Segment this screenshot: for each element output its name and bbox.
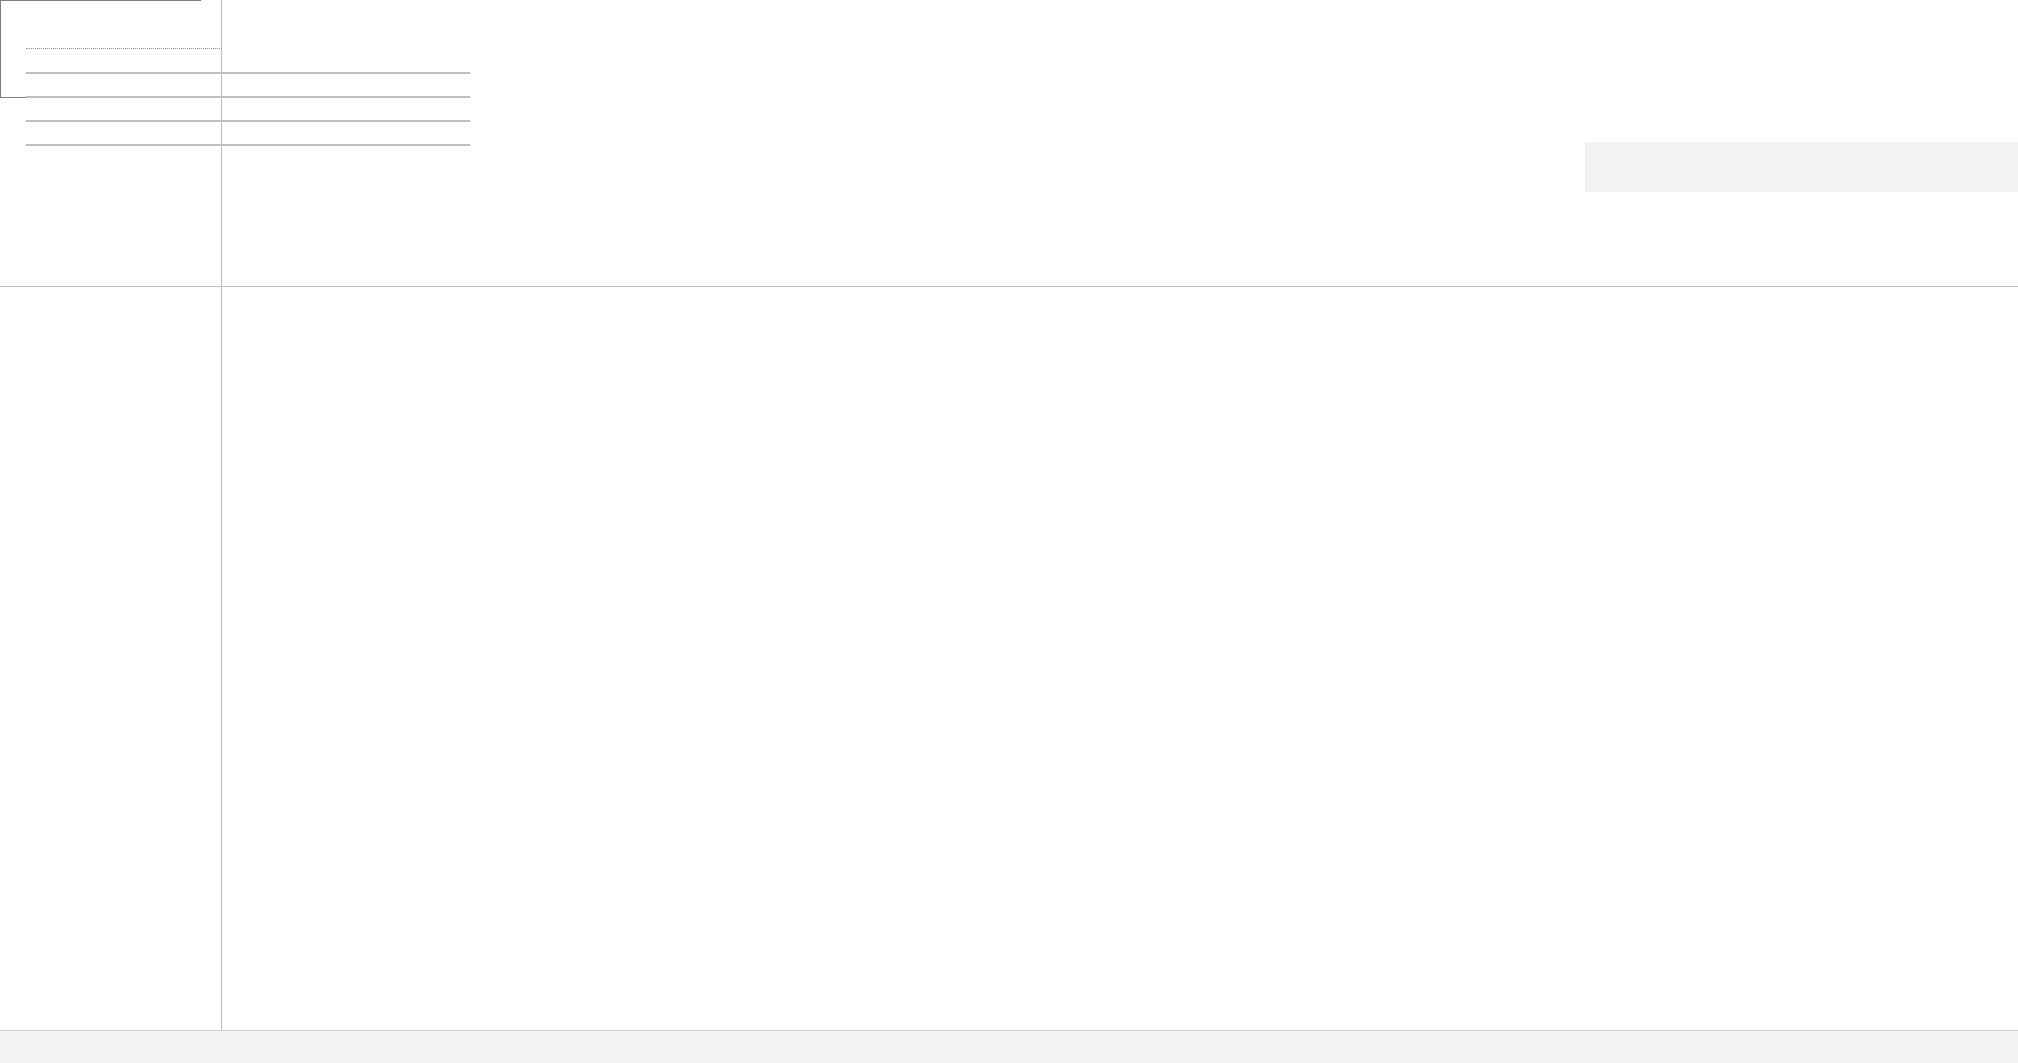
preferred-b-value[interactable] xyxy=(346,144,470,146)
preferred-b-pct[interactable] xyxy=(222,144,346,146)
total-shares-label[interactable] xyxy=(26,72,222,74)
column-divider xyxy=(221,0,222,1030)
header-underline xyxy=(0,286,2018,287)
header-equity-pool xyxy=(0,0,201,98)
preferred-a-label[interactable] xyxy=(26,120,222,122)
total-shares-blank[interactable] xyxy=(222,72,346,74)
common-shares-label[interactable] xyxy=(26,96,222,98)
total-equity-label[interactable] xyxy=(26,48,222,49)
common-shares-value[interactable] xyxy=(346,96,470,98)
total-shares-value[interactable] xyxy=(346,72,470,74)
preferred-a-value[interactable] xyxy=(346,120,470,122)
common-shares-pct[interactable] xyxy=(222,96,346,98)
distribution-summary-label xyxy=(1585,142,2018,192)
preferred-a-pct[interactable] xyxy=(222,120,346,122)
sheet-tab-bar xyxy=(0,1030,2018,1063)
preferred-b-label[interactable] xyxy=(26,144,222,146)
